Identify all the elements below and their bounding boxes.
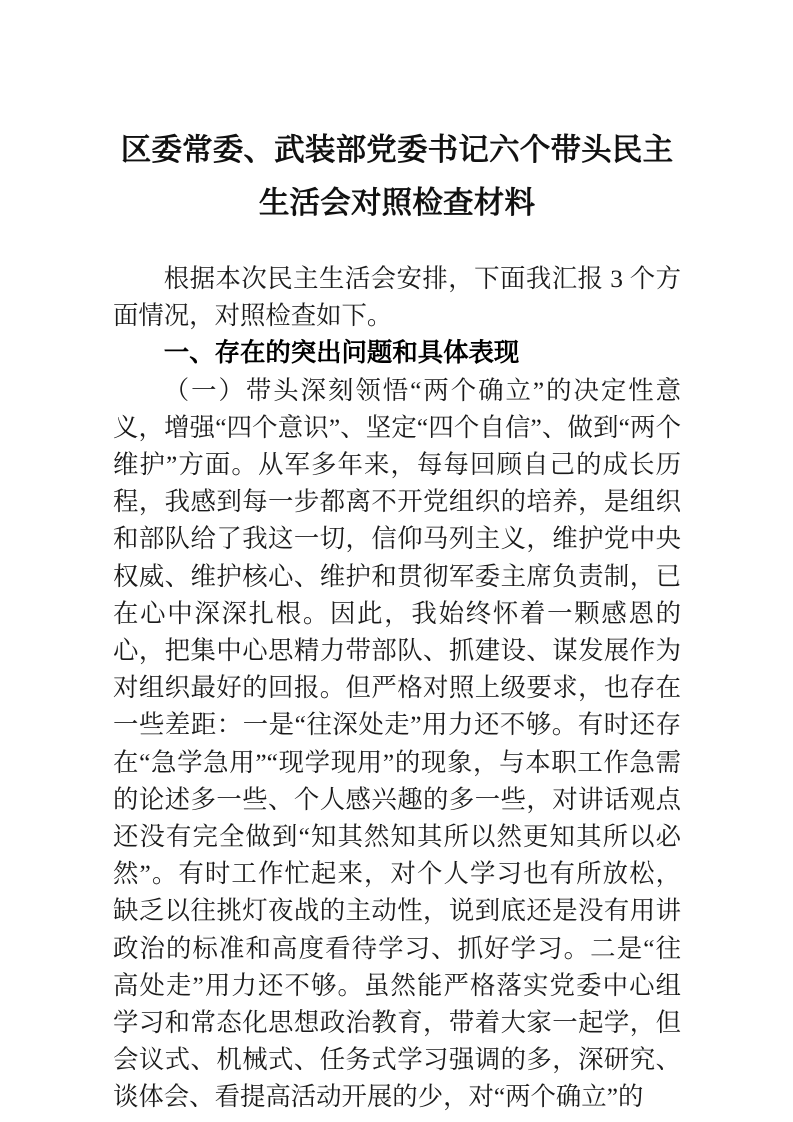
title-body-spacer	[113, 230, 681, 261]
section-heading-one: 一、存在的突出问题和具体表现	[163, 339, 520, 368]
body-paragraph-one: （一）带头深刻领悟“两个确立”的决定性意义，增强“四个意识”、坚定“四个自信”、做到“两个维护”方面。从军多年来，每每回顾自己的成长历程，我感到每一步都离不开党组织的培养，是组织和部队给了我这一切，信仰马列主义，维护党中央权威、维护核心、维护和贯彻军委主席负责制，已在心中深深扎根。因此，我始终怀着一颗感恩的心，把集中心思精力带部队、抓建设、谋发展作为对组织最好的回报。但严格对照上级要求，也存在一些差距：一是“往深处走”用力还不够。有时还存在“急学急用”“现学现用”的现象，与本职工作急需的论述多一些、个人感兴趣的多一些，对讲话观点还没有完全做到“知其然知其所以然更知其所以必然”。有时工作忙起来，对个人学习也有所放松，缺乏以往挑灯夜战的主动性，说到底还是没有用讲政治的标准和高度看待学习、抓好学习。二是“往高处走”用力还不够。虽然能严格落实党委中心组学习和常态化思想政治教育，带着大家一起学，但会议式、机械式、任务式学习强调的多，深研究、谈体会、看提高活动开展的少，对“两个确立”的	[113, 376, 681, 1112]
page-title: 区委常委、武装部党委书记六个带头民主生活会对照检查材料	[120, 133, 674, 220]
intro-paragraph: 根据本次民主生活会安排，下面我汇报 3 个方面情况，对照检查如下。	[113, 265, 681, 331]
document-content	[113, 0, 681, 1117]
